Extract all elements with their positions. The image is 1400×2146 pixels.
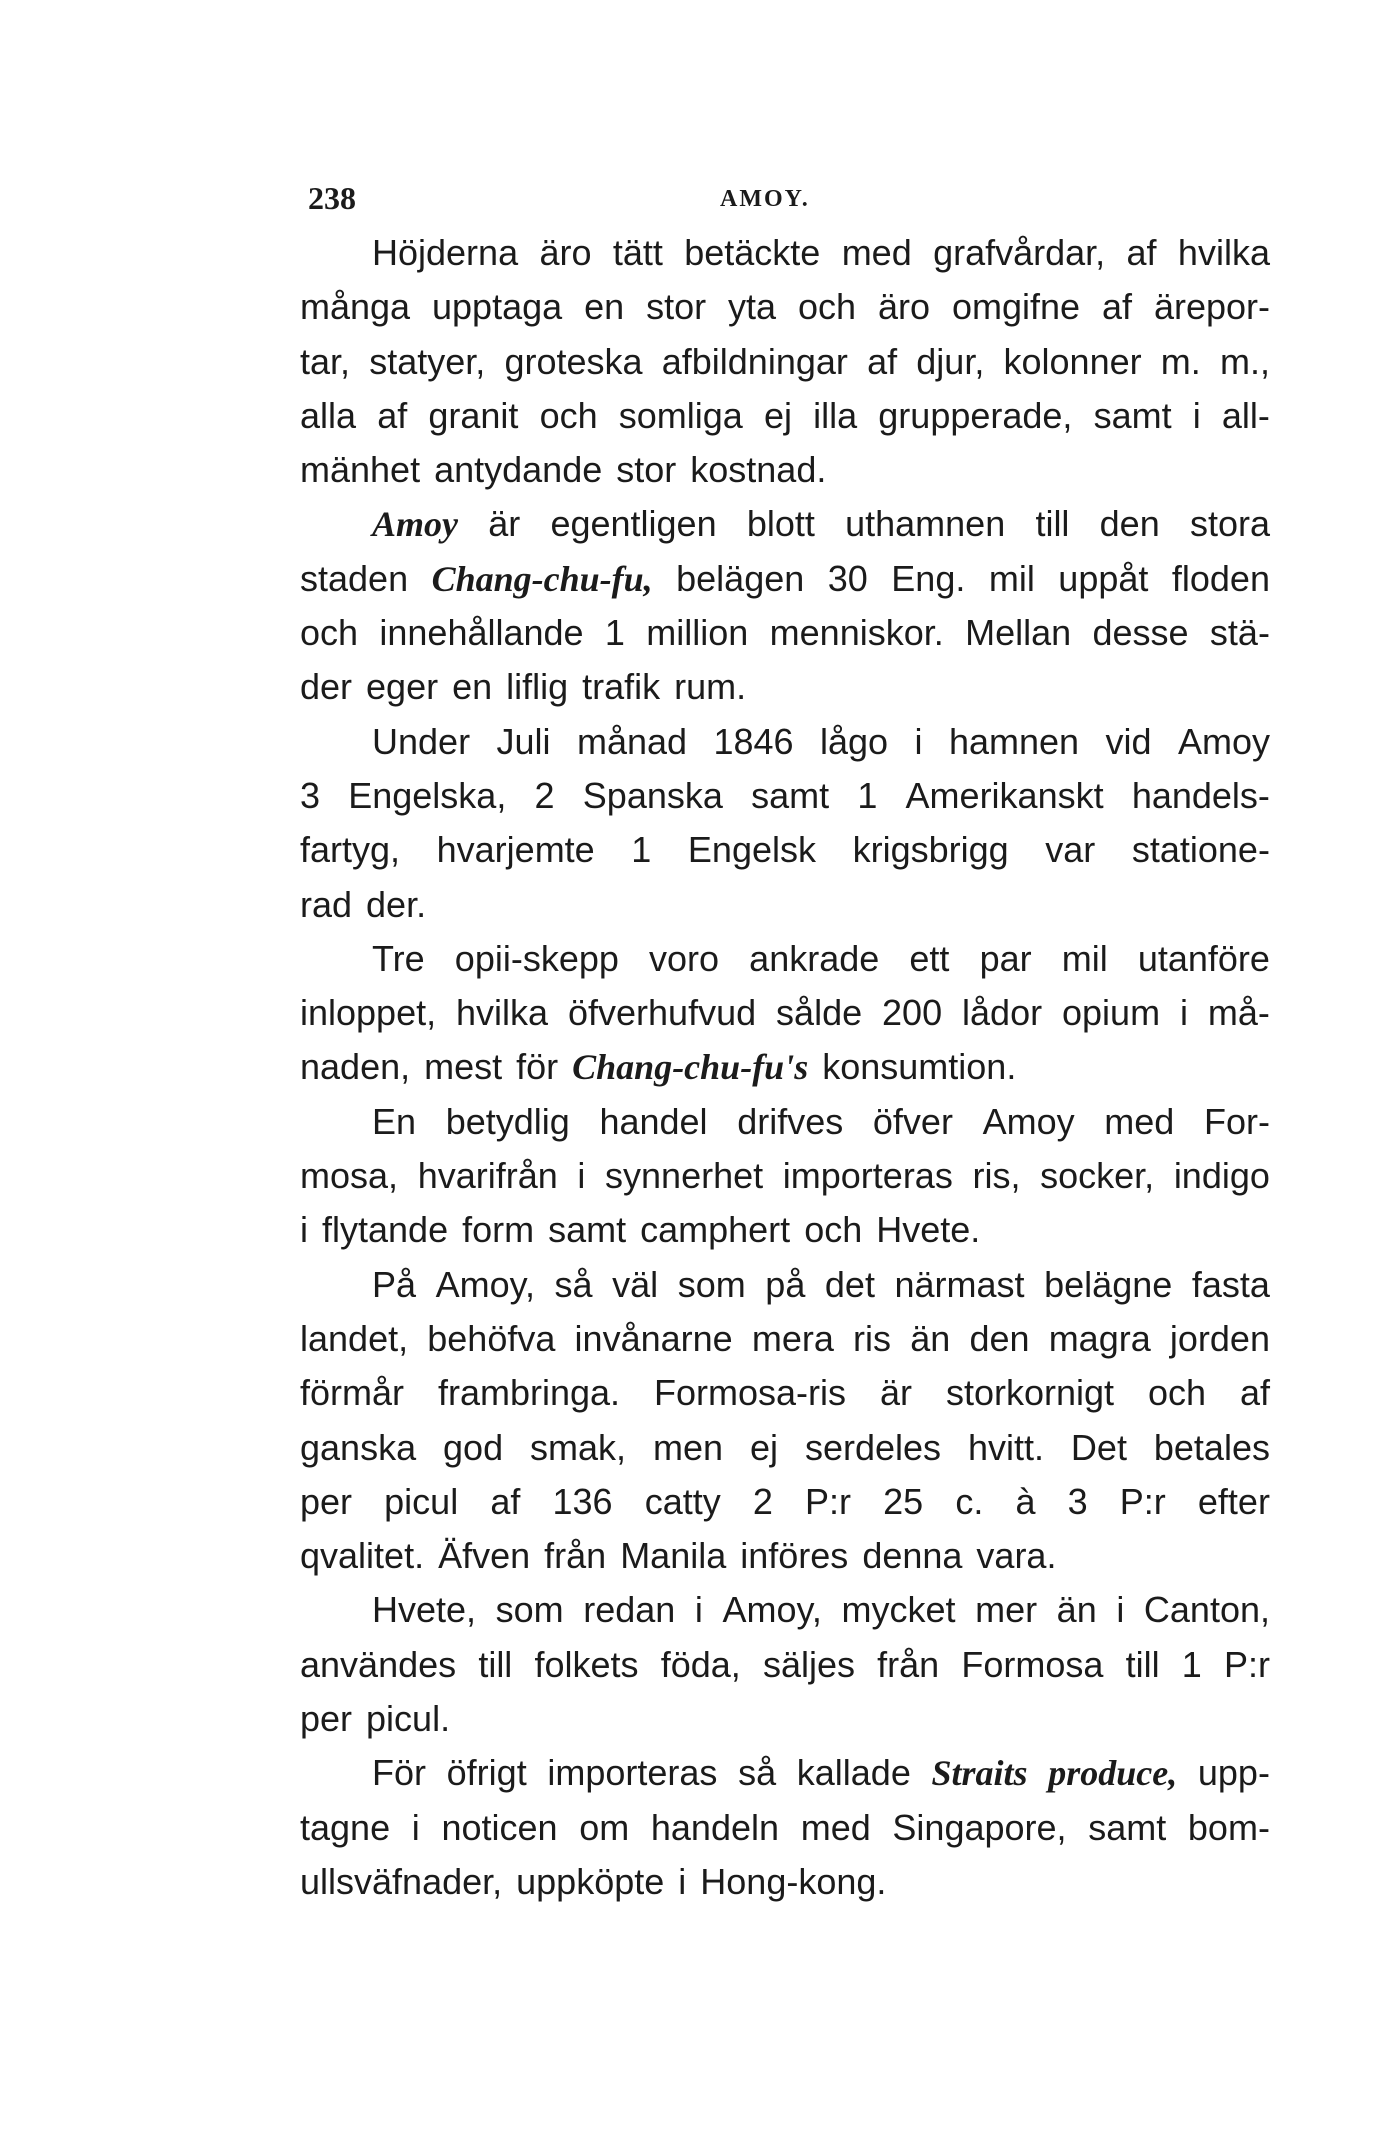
word: liflig (506, 666, 569, 708)
word: i (300, 1209, 308, 1251)
word: upptaga (432, 286, 563, 328)
word: invånarne (574, 1317, 733, 1359)
word: det (824, 1263, 875, 1305)
word: till (1035, 503, 1070, 545)
word: inloppet, (300, 992, 437, 1034)
word: par (979, 937, 1032, 979)
word: i (1116, 1589, 1125, 1631)
word: den (969, 1317, 1030, 1359)
word: ganska (300, 1426, 417, 1468)
word: Höjderna (372, 232, 519, 273)
text-line (300, 552, 1270, 606)
word: samt (1088, 1806, 1167, 1848)
word: i (411, 1806, 420, 1848)
word: For- (1203, 1100, 1270, 1142)
word: betäckte (684, 232, 821, 273)
word: en (584, 286, 625, 328)
word: Engelska, (348, 774, 507, 816)
word: med (800, 1806, 871, 1848)
word: handeln (650, 1806, 780, 1848)
word: med (841, 232, 912, 273)
word: menniskor. (769, 612, 944, 654)
word: kallade (796, 1752, 911, 1794)
word: mest (424, 1046, 503, 1088)
word: importeras (547, 1752, 718, 1794)
word: voro (649, 937, 720, 979)
word: tagne (300, 1806, 391, 1848)
word: m. (1160, 340, 1201, 382)
text-line (300, 335, 1270, 389)
text-line (300, 226, 1270, 280)
word: mer (975, 1589, 1038, 1631)
word: opii-skepp (454, 937, 619, 979)
word: djur, (916, 340, 985, 382)
word: omgifne (951, 286, 1081, 328)
word: afbildningar (661, 340, 848, 382)
word: 3 (1067, 1480, 1088, 1522)
word: i (1192, 394, 1201, 436)
word: i (694, 1589, 703, 1631)
word: per (300, 1480, 353, 1522)
word: camphert (640, 1209, 791, 1251)
word: som (677, 1263, 746, 1305)
text-line (300, 660, 1270, 714)
running-title: AMOY. (720, 186, 810, 212)
word: och (300, 612, 359, 654)
word: mycket (841, 1589, 956, 1631)
word: uthamnen (845, 503, 1006, 545)
text-line (300, 1040, 1270, 1094)
word: En (372, 1100, 417, 1142)
word: ris (853, 1317, 892, 1359)
word: Amerikanskt (905, 774, 1104, 816)
word: drifves (737, 1100, 844, 1142)
word: rad (300, 883, 353, 925)
text-line (300, 932, 1270, 986)
word: från (877, 1643, 940, 1685)
word: ris, (972, 1155, 1021, 1197)
word: sålde (776, 992, 863, 1034)
word: handels- (1131, 774, 1270, 816)
word: 136 (552, 1480, 613, 1522)
word: lådor (962, 992, 1043, 1034)
word: Tre (372, 937, 425, 979)
word: synnerhet (605, 1155, 764, 1197)
text-line (300, 769, 1270, 823)
text-line (300, 1149, 1270, 1203)
word: ärepor- (1153, 286, 1270, 328)
text-line (300, 1638, 1270, 1692)
word: närmast (894, 1263, 1025, 1305)
word: stor (616, 449, 677, 491)
word: trafik (582, 666, 661, 708)
word: belägne (1044, 1263, 1173, 1305)
word: förmår (300, 1372, 405, 1414)
word: Äfven (438, 1535, 531, 1577)
page-number: 238 (308, 180, 356, 216)
text-line (300, 1312, 1270, 1366)
word: statione- (1131, 829, 1270, 871)
text-line (300, 1529, 1270, 1583)
word: Hvete, (372, 1589, 477, 1631)
word: samt (751, 774, 830, 816)
word: P:r (805, 1480, 852, 1522)
word: opium (1062, 992, 1161, 1034)
word: 25 (883, 1480, 924, 1522)
word: fartyg, (300, 829, 401, 871)
word: grafvårdar, (933, 232, 1106, 273)
word: denna (862, 1535, 963, 1577)
word: hvitt. (967, 1426, 1044, 1468)
word: till (1125, 1643, 1160, 1685)
text-line (300, 986, 1270, 1040)
word: picul. (366, 1698, 451, 1740)
word: 2 (534, 774, 555, 816)
word: naden, (300, 1046, 411, 1088)
word: öfrigt (446, 1752, 527, 1794)
word: bom- (1187, 1806, 1270, 1848)
word: ankrade (749, 937, 880, 979)
word: m., (1219, 340, 1270, 382)
word: indigo (1173, 1155, 1270, 1197)
text-line (300, 389, 1270, 443)
running-head (300, 180, 1260, 220)
word: och (804, 1209, 863, 1251)
word: redan (583, 1589, 676, 1631)
word: upp- (1197, 1752, 1270, 1794)
word: mänhet (300, 449, 421, 491)
text-line (300, 1095, 1270, 1149)
word: tar, (300, 340, 351, 382)
word: än (910, 1317, 951, 1359)
word: egentligen (550, 503, 717, 545)
word: mil (1061, 937, 1108, 979)
word: af (1239, 1372, 1270, 1414)
word: stora (1189, 503, 1270, 545)
text-line (300, 1583, 1270, 1637)
word: föda, (660, 1643, 741, 1685)
word: en (452, 666, 493, 708)
word: samt (548, 1209, 627, 1251)
word: öfver (872, 1100, 953, 1142)
word: ett (909, 937, 950, 979)
word: till (478, 1643, 513, 1685)
word: mosa, (300, 1155, 399, 1197)
word: all- (1221, 394, 1270, 436)
text-line (300, 1855, 1270, 1909)
word: Singapore, (892, 1806, 1067, 1848)
text-line (300, 1203, 1270, 1257)
word: många (300, 286, 411, 328)
word: catty (644, 1480, 721, 1522)
word: illa (813, 394, 858, 436)
word: Amoy (982, 1100, 1075, 1142)
word: fasta (1191, 1263, 1270, 1305)
word: af (1101, 286, 1132, 328)
word: må- (1207, 992, 1270, 1034)
word: säljes (762, 1643, 855, 1685)
word: magra (1048, 1317, 1151, 1359)
word: somliga (618, 394, 743, 436)
text-line (300, 1692, 1270, 1746)
word: hvilka (1177, 232, 1270, 273)
word: innehållande (379, 612, 584, 654)
italic-word: Amoy (372, 504, 458, 545)
word: är (879, 1372, 912, 1414)
word: storkornigt (945, 1372, 1115, 1414)
word: serdeles (804, 1426, 942, 1468)
word: i (914, 720, 923, 762)
text-line (300, 280, 1270, 334)
word: utanföre (1137, 937, 1270, 979)
word: Amoy, (435, 1263, 535, 1305)
word: betydlig (445, 1100, 570, 1142)
body-text (300, 226, 1270, 1909)
word: på (765, 1263, 806, 1305)
text-line (300, 497, 1270, 551)
word: öfverhufvud (568, 992, 757, 1034)
word: betales (1153, 1426, 1270, 1468)
word: och (539, 394, 598, 436)
word: blott (746, 503, 815, 545)
word: handel (599, 1100, 708, 1142)
text-line (300, 1421, 1270, 1475)
word: införes (740, 1535, 849, 1577)
word: Hong-kong. (700, 1860, 887, 1902)
word: stor (646, 286, 707, 328)
word: Mellan (965, 612, 1072, 654)
word: behöfva (427, 1317, 556, 1359)
word: tätt (612, 232, 663, 273)
text-line (300, 823, 1270, 877)
word: med (1104, 1100, 1175, 1142)
word: Amoy (1177, 720, 1270, 762)
text-line (300, 1258, 1270, 1312)
word: stä- (1209, 612, 1270, 654)
word: Hvete. (876, 1209, 981, 1251)
word: Formosa (961, 1643, 1104, 1685)
word: desse (1092, 612, 1189, 654)
word: samt (1093, 394, 1172, 436)
text-line (300, 606, 1270, 660)
word: Manila (620, 1535, 727, 1577)
word: Engelsk (687, 829, 816, 871)
word: P:r (1223, 1643, 1270, 1685)
word: väl (612, 1263, 659, 1305)
word: var (1045, 829, 1096, 871)
word: ej (763, 394, 792, 436)
word: och (798, 286, 857, 328)
italic-word: Chang-chu-fu, (431, 558, 653, 599)
word: Formosa-ris (654, 1372, 847, 1414)
word: à (1015, 1480, 1036, 1522)
text-line (300, 878, 1270, 932)
word: smak, (530, 1426, 627, 1468)
word: af (490, 1480, 521, 1522)
word: af (867, 340, 898, 382)
word: form (462, 1209, 535, 1251)
word: så (554, 1263, 593, 1305)
text-line (300, 1366, 1270, 1420)
word: är (488, 503, 521, 545)
word: vid (1105, 720, 1152, 762)
word: ullsväfnader, (300, 1860, 503, 1902)
word: hvilka (456, 992, 549, 1034)
word: månad (576, 720, 688, 762)
word: i (577, 1155, 586, 1197)
word: Eng. (891, 557, 966, 599)
word: i (1180, 992, 1188, 1034)
word: ej (749, 1426, 778, 1468)
word: För (372, 1752, 426, 1794)
word: den (1099, 503, 1160, 545)
word: 3 (300, 774, 321, 816)
word: Under (372, 720, 471, 762)
word: af (377, 394, 408, 436)
word: belägen (676, 557, 805, 599)
word: efter (1197, 1480, 1270, 1522)
word: eger (366, 666, 439, 708)
word: vara. (976, 1535, 1057, 1577)
word: lågo (820, 720, 889, 762)
word: kolonner (1003, 340, 1142, 382)
italic-word: produce, (1048, 1753, 1178, 1794)
word: kostnad. (690, 449, 827, 491)
italic-word: Straits (931, 1753, 1028, 1794)
word: 200 (882, 992, 943, 1034)
word: konsumtion. (822, 1046, 1017, 1088)
word: million (646, 612, 749, 654)
word: flytande (322, 1209, 449, 1251)
word: landet, (300, 1317, 409, 1359)
text-line (300, 443, 1270, 497)
word: floden (1171, 557, 1270, 599)
word: och (1147, 1372, 1207, 1414)
word: 1846 (713, 720, 794, 762)
word: uppåt (1058, 557, 1149, 599)
word: af (1126, 232, 1157, 273)
word: äro (539, 232, 592, 273)
word: groteska (504, 340, 643, 382)
word: mil (988, 557, 1035, 599)
text-line (300, 715, 1270, 769)
word: yta (728, 286, 777, 328)
word: granit (428, 394, 519, 436)
italic-word: Chang-chu-fu's (572, 1047, 809, 1088)
word: krigsbrigg (852, 829, 1009, 871)
word: äro (877, 286, 931, 328)
word: 1 (1181, 1643, 1202, 1685)
word: Canton, (1143, 1589, 1270, 1631)
word: folkets (534, 1643, 639, 1685)
word: 1 (604, 612, 625, 654)
word: 1 (631, 829, 652, 871)
word: antydande (434, 449, 603, 491)
word: uppköpte (516, 1860, 665, 1902)
text-line (300, 1801, 1270, 1855)
word: rum. (674, 666, 747, 708)
word: P:r (1119, 1480, 1166, 1522)
word: c. (955, 1480, 984, 1522)
word: hamnen (948, 720, 1080, 762)
word: hvarifrån (417, 1155, 558, 1197)
word: Det (1070, 1426, 1127, 1468)
word: för (516, 1046, 559, 1088)
word: staden (300, 557, 409, 599)
word: hvarjemte (436, 829, 595, 871)
word: än (1056, 1589, 1097, 1631)
word: per (300, 1698, 353, 1740)
word: frambringa. (437, 1372, 621, 1414)
text-line (300, 1475, 1270, 1529)
word: noticen (441, 1806, 558, 1848)
word: Spanska (582, 774, 723, 816)
word: der. (366, 883, 427, 925)
word: användes (300, 1643, 457, 1685)
word: Juli (496, 720, 551, 762)
word: importeras (782, 1155, 953, 1197)
word: så (738, 1752, 777, 1794)
word: statyer, (369, 340, 486, 382)
word: der (300, 666, 353, 708)
word: alla (300, 394, 357, 436)
word: som (495, 1589, 564, 1631)
word: qvalitet. (300, 1535, 425, 1577)
text-line (300, 1746, 1270, 1800)
word: god (443, 1426, 504, 1468)
word: i (678, 1860, 687, 1902)
word: 2 (752, 1480, 773, 1522)
word: Amoy, (722, 1589, 822, 1631)
word: socker, (1040, 1155, 1155, 1197)
word: picul (384, 1480, 459, 1522)
word: På (372, 1263, 417, 1305)
word: men (653, 1426, 724, 1468)
word: jorden (1169, 1317, 1270, 1359)
word: 1 (857, 774, 878, 816)
word: om (579, 1806, 630, 1848)
word: grupperade, (878, 394, 1073, 436)
word: mera (751, 1317, 834, 1359)
word: 30 (827, 557, 868, 599)
word: från (544, 1535, 607, 1577)
